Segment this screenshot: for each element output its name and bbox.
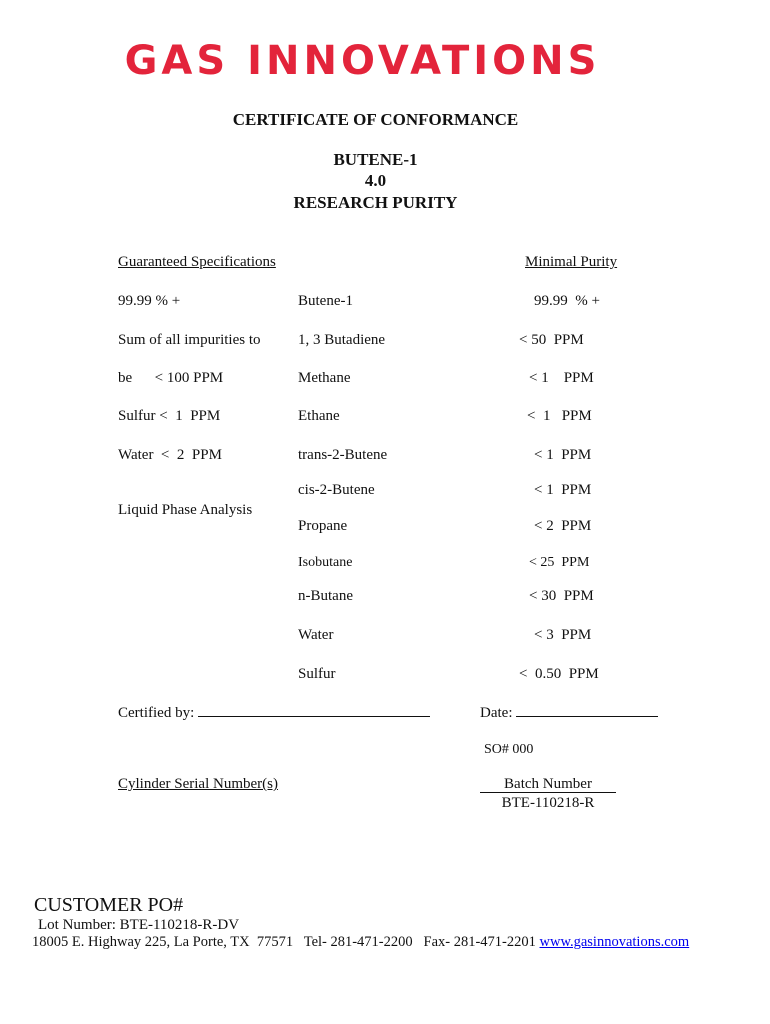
lot-number: Lot Number: BTE-110218-R-DV	[38, 917, 240, 933]
component-name: Butene-1	[298, 293, 353, 309]
certified-by-field	[118, 705, 430, 722]
component-value: < 1 PPM	[534, 447, 592, 463]
spec-line: Sulfur < 1 PPM	[118, 408, 221, 424]
website-link[interactable]: www.gasinnovations.com	[539, 934, 690, 950]
component-name: Propane	[298, 518, 348, 534]
certified-by-label: Certified by:	[118, 705, 195, 721]
spec-line: be < 100 PPM	[118, 370, 224, 386]
date-label: Date:	[480, 705, 513, 721]
purity-label: RESEARCH PURITY	[293, 193, 458, 212]
product-grade: 4.0	[364, 171, 387, 190]
component-name: 1, 3 Butadiene	[298, 332, 386, 348]
component-name: Ethane	[298, 408, 340, 424]
component-name: Isobutane	[298, 555, 353, 570]
component-name: Water	[298, 627, 334, 643]
product-name: BUTENE-1	[333, 150, 418, 169]
address: 18005 E. Highway 225, La Porte, TX 77571 Tel- 281-471-2200 Fax- 281-471-2201	[32, 934, 536, 950]
contact-line	[32, 934, 689, 951]
component-value: 99.99 % +	[534, 293, 600, 309]
cylinder-serial-label: Cylinder Serial Number(s)	[118, 776, 278, 792]
guaranteed-specifications-header: Guaranteed Specifications	[118, 254, 276, 270]
component-name: n-Butane	[298, 588, 353, 604]
component-value: < 1 PPM	[534, 482, 592, 498]
component-value: < 1 PPM	[529, 370, 594, 386]
spec-line: 99.99 % +	[118, 293, 181, 309]
date-field	[480, 705, 658, 722]
date-line	[516, 716, 658, 717]
component-value: < 0.50 PPM	[519, 666, 599, 682]
component-name: Methane	[298, 370, 351, 386]
liquid-phase-label: Liquid Phase Analysis	[118, 502, 253, 518]
component-value: < 3 PPM	[534, 627, 592, 643]
component-name: cis-2-Butene	[298, 482, 375, 498]
component-value: < 30 PPM	[529, 588, 594, 604]
spec-line: Water < 2 PPM	[118, 447, 222, 463]
customer-po: CUSTOMER PO#	[34, 894, 184, 916]
component-value: < 50 PPM	[519, 332, 584, 348]
spec-line: Sum of all impurities to	[118, 332, 261, 348]
component-value: < 25 PPM	[529, 555, 590, 570]
so-number: SO# 000	[484, 742, 534, 757]
minimal-purity-header: Minimal Purity	[525, 254, 618, 270]
component-name: trans-2-Butene	[298, 447, 388, 463]
batch-number-value: BTE-110218-R	[501, 795, 595, 811]
signature-line	[198, 716, 430, 717]
component-value: < 1 PPM	[527, 408, 592, 424]
component-name: Sulfur	[298, 666, 336, 682]
component-value: < 2 PPM	[534, 518, 592, 534]
batch-number-label: Batch Number	[480, 776, 616, 793]
document-title: CERTIFICATE OF CONFORMANCE	[232, 110, 519, 129]
company-logo: GAS INNOVATIONS	[124, 38, 601, 84]
